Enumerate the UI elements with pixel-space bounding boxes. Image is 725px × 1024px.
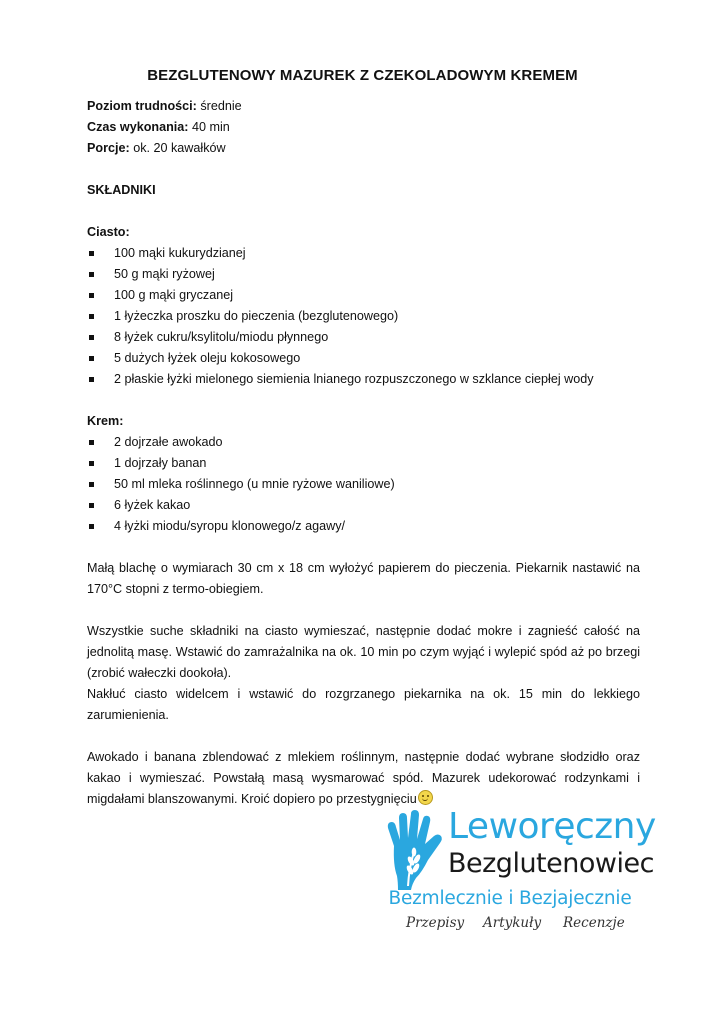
list-item: [87, 243, 640, 264]
list-item: [87, 369, 640, 390]
dough-heading: Ciasto:: [87, 225, 130, 239]
list-item: [87, 495, 640, 516]
cream-list: [87, 432, 640, 537]
square-bullet-icon: [89, 293, 94, 298]
list-item: [87, 516, 640, 537]
instruction-paragraph: Wszystkie suche składniki na ciasto wymieszać, następnie dodać mokre i zagnieść całość na jednolitą masę. Wstawić do zamrażalnika na ok. 10 min po czym wyjąć i wylepić spód aż po brzegi (zrobić wałeczki dookoła).: [87, 624, 640, 680]
logo-link-articles: Artykuły: [483, 915, 542, 931]
meta-label: Poziom trudności:: [87, 99, 197, 113]
list-item: [87, 453, 640, 474]
ingredient-text: 2 dojrzałe awokado: [114, 435, 223, 449]
ingredient-text: 50 ml mleka roślinnego (u mnie ryżowe waniliowe): [114, 477, 395, 491]
square-bullet-icon: [89, 503, 94, 508]
list-item: [87, 285, 640, 306]
recipe-content: [87, 96, 640, 810]
instruction-paragraph: [87, 747, 640, 810]
list-item: [87, 432, 640, 453]
meta-value: średnie: [200, 99, 242, 113]
ingredient-text: 8 łyżek cukru/ksylitolu/miodu płynnego: [114, 330, 329, 344]
square-bullet-icon: [89, 314, 94, 319]
list-item: [87, 306, 640, 327]
ingredient-text: 100 g mąki gryczanej: [114, 288, 234, 302]
list-item: [87, 474, 640, 495]
ingredient-text: 50 g mąki ryżowej: [114, 267, 215, 281]
square-bullet-icon: [89, 440, 94, 445]
ingredients-heading: SKŁADNIKI: [87, 183, 156, 197]
meta-label: Porcje:: [87, 141, 130, 155]
logo-name-line1: Leworęczny: [448, 806, 656, 847]
logo-tagline: Bezmlecznie i Bezjajecznie: [388, 888, 632, 909]
logo-link-reviews: Recenzje: [563, 915, 625, 931]
meta-time: [87, 117, 640, 138]
square-bullet-icon: [89, 335, 94, 340]
instruction-paragraph: Małą blachę o wymiarach 30 cm x 18 cm wyłożyć papierem do pieczenia. Piekarnik nastawić na 170°C stopni z termo-obiegiem.: [87, 561, 640, 596]
cream-heading: Krem:: [87, 414, 124, 428]
smiley-icon: [418, 790, 433, 805]
page-title: BEZGLUTENOWY MAZUREK Z CZEKOLADOWYM KREMEM: [147, 67, 578, 84]
list-item: [87, 327, 640, 348]
logo-link-recipes: Przepisy: [406, 915, 465, 931]
instruction-text: Awokado i banana zblendować z mlekiem roślinnym, następnie dodać wybrane słodzidło oraz kakao i wymieszać. Powstałą masą wysmarować spód. Mazurek udekorować rodzynkami i migdałami blanszowanymi. Kroić dopiero po przestygnięciu: [87, 750, 640, 806]
ingredient-text: 1 łyżeczka proszku do pieczenia (bezglutenowego): [114, 309, 399, 323]
ingredient-text: 6 łyżek kakao: [114, 498, 191, 512]
meta-value: ok. 20 kawałków: [133, 141, 226, 155]
meta-value: 40 min: [191, 120, 230, 134]
meta-servings: [87, 138, 640, 159]
square-bullet-icon: [89, 251, 94, 256]
ingredient-text: 2 płaskie łyżki mielonego siemienia lnianego rozpuszczonego w szklance ciepłej wody: [114, 372, 594, 386]
square-bullet-icon: [89, 482, 94, 487]
ingredient-text: 5 dużych łyżek oleju kokosowego: [114, 351, 301, 365]
dough-list: [87, 243, 640, 390]
square-bullet-icon: [89, 356, 94, 361]
logo-name-line2: Bezglutenowiec: [448, 848, 654, 879]
square-bullet-icon: [89, 461, 94, 466]
hand-with-wheat-icon: [384, 810, 446, 890]
ingredient-text: 4 łyżki miodu/syropu klonowego/z agawy/: [114, 519, 345, 533]
meta-difficulty: [87, 96, 640, 117]
square-bullet-icon: [89, 272, 94, 277]
meta-label: Czas wykonania:: [87, 120, 189, 134]
square-bullet-icon: [89, 377, 94, 382]
ingredient-text: 100 mąki kukurydzianej: [114, 246, 246, 260]
square-bullet-icon: [89, 524, 94, 529]
list-item: [87, 264, 640, 285]
instruction-paragraph: Nakłuć ciasto widelcem i wstawić do rozgrzanego piekarnika na ok. 15 min do lekkiego zarumienienia.: [87, 687, 640, 722]
list-item: [87, 348, 640, 369]
ingredient-text: 1 dojrzały banan: [114, 456, 207, 470]
brand-logo: [384, 806, 656, 936]
